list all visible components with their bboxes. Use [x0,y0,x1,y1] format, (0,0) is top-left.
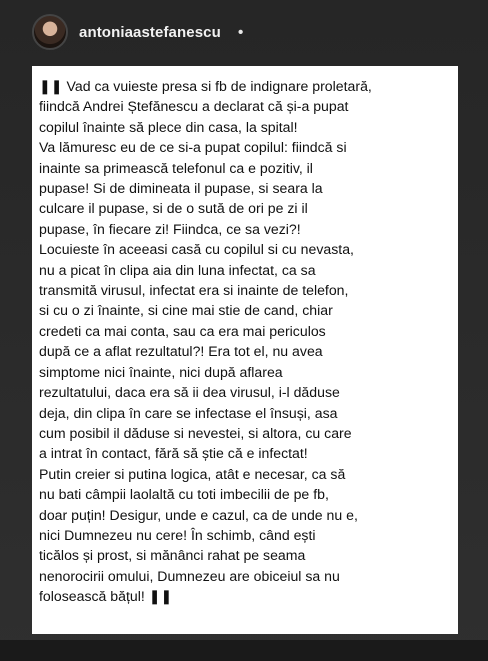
post-body-text: ❚❚ Vad ca vuieste presa si fb de indignare proletară, fiindcă Andrei Ștefănescu a declarat că și-a pupat copilul înainte să plece din casa, la spital! Va lămuresc eu de ce si-a pupat copilul: fiindcă si inainte sa primească telefonul ca e pozitiv, il pupase! Si de dimineata il pupase, si seara la culcare il pupase, si de o sută de ori pe zi il pupase, în fiecare zi! Fiindca, ce sa vezi?! Locuieste în aceeasi casă cu copilul si cu nevasta, nu a picat în clipa aia din luna infectat, ca sa transmită virusul, infectat era si inainte de telefon, si cu o zi înainte, si cine mai stie de cand, chiar credeti ca mai conta, sau ca era mai periculos după ce a aflat rezultatul?! Era tot el, nu avea simptome nici înainte, nici după aflarea rezultatului, daca era să ii dea virusul, i-l dăduse deja, din clipa în care se infectase el însuși, asa cum posibil il dăduse si nevestei, si altora, cu care a intrat în contact, fără să știe că e infectat! Putin creier si putina logica, atât e necesar, ca să nu bati câmpii laolaltă cu toti imbecilii de pe fb, doar puțin! Desigur, unde e cazul, ca de unde nu e, nici Dumnezeu nu cere! În schimb, când ești ticălos și prost, si mănânci rahat pe seama nenorocirii omului, Dumnezeu are obiceiul sa nu folosească bățul! ❚❚ [39,78,372,605]
username-link[interactable]: antoniaastefanescu [79,24,221,41]
post-image-card [32,66,458,634]
profile-avatar[interactable] [32,14,68,50]
separator-dot: • [238,24,244,41]
story-header [0,0,488,64]
story-bottom-bar [0,640,488,661]
